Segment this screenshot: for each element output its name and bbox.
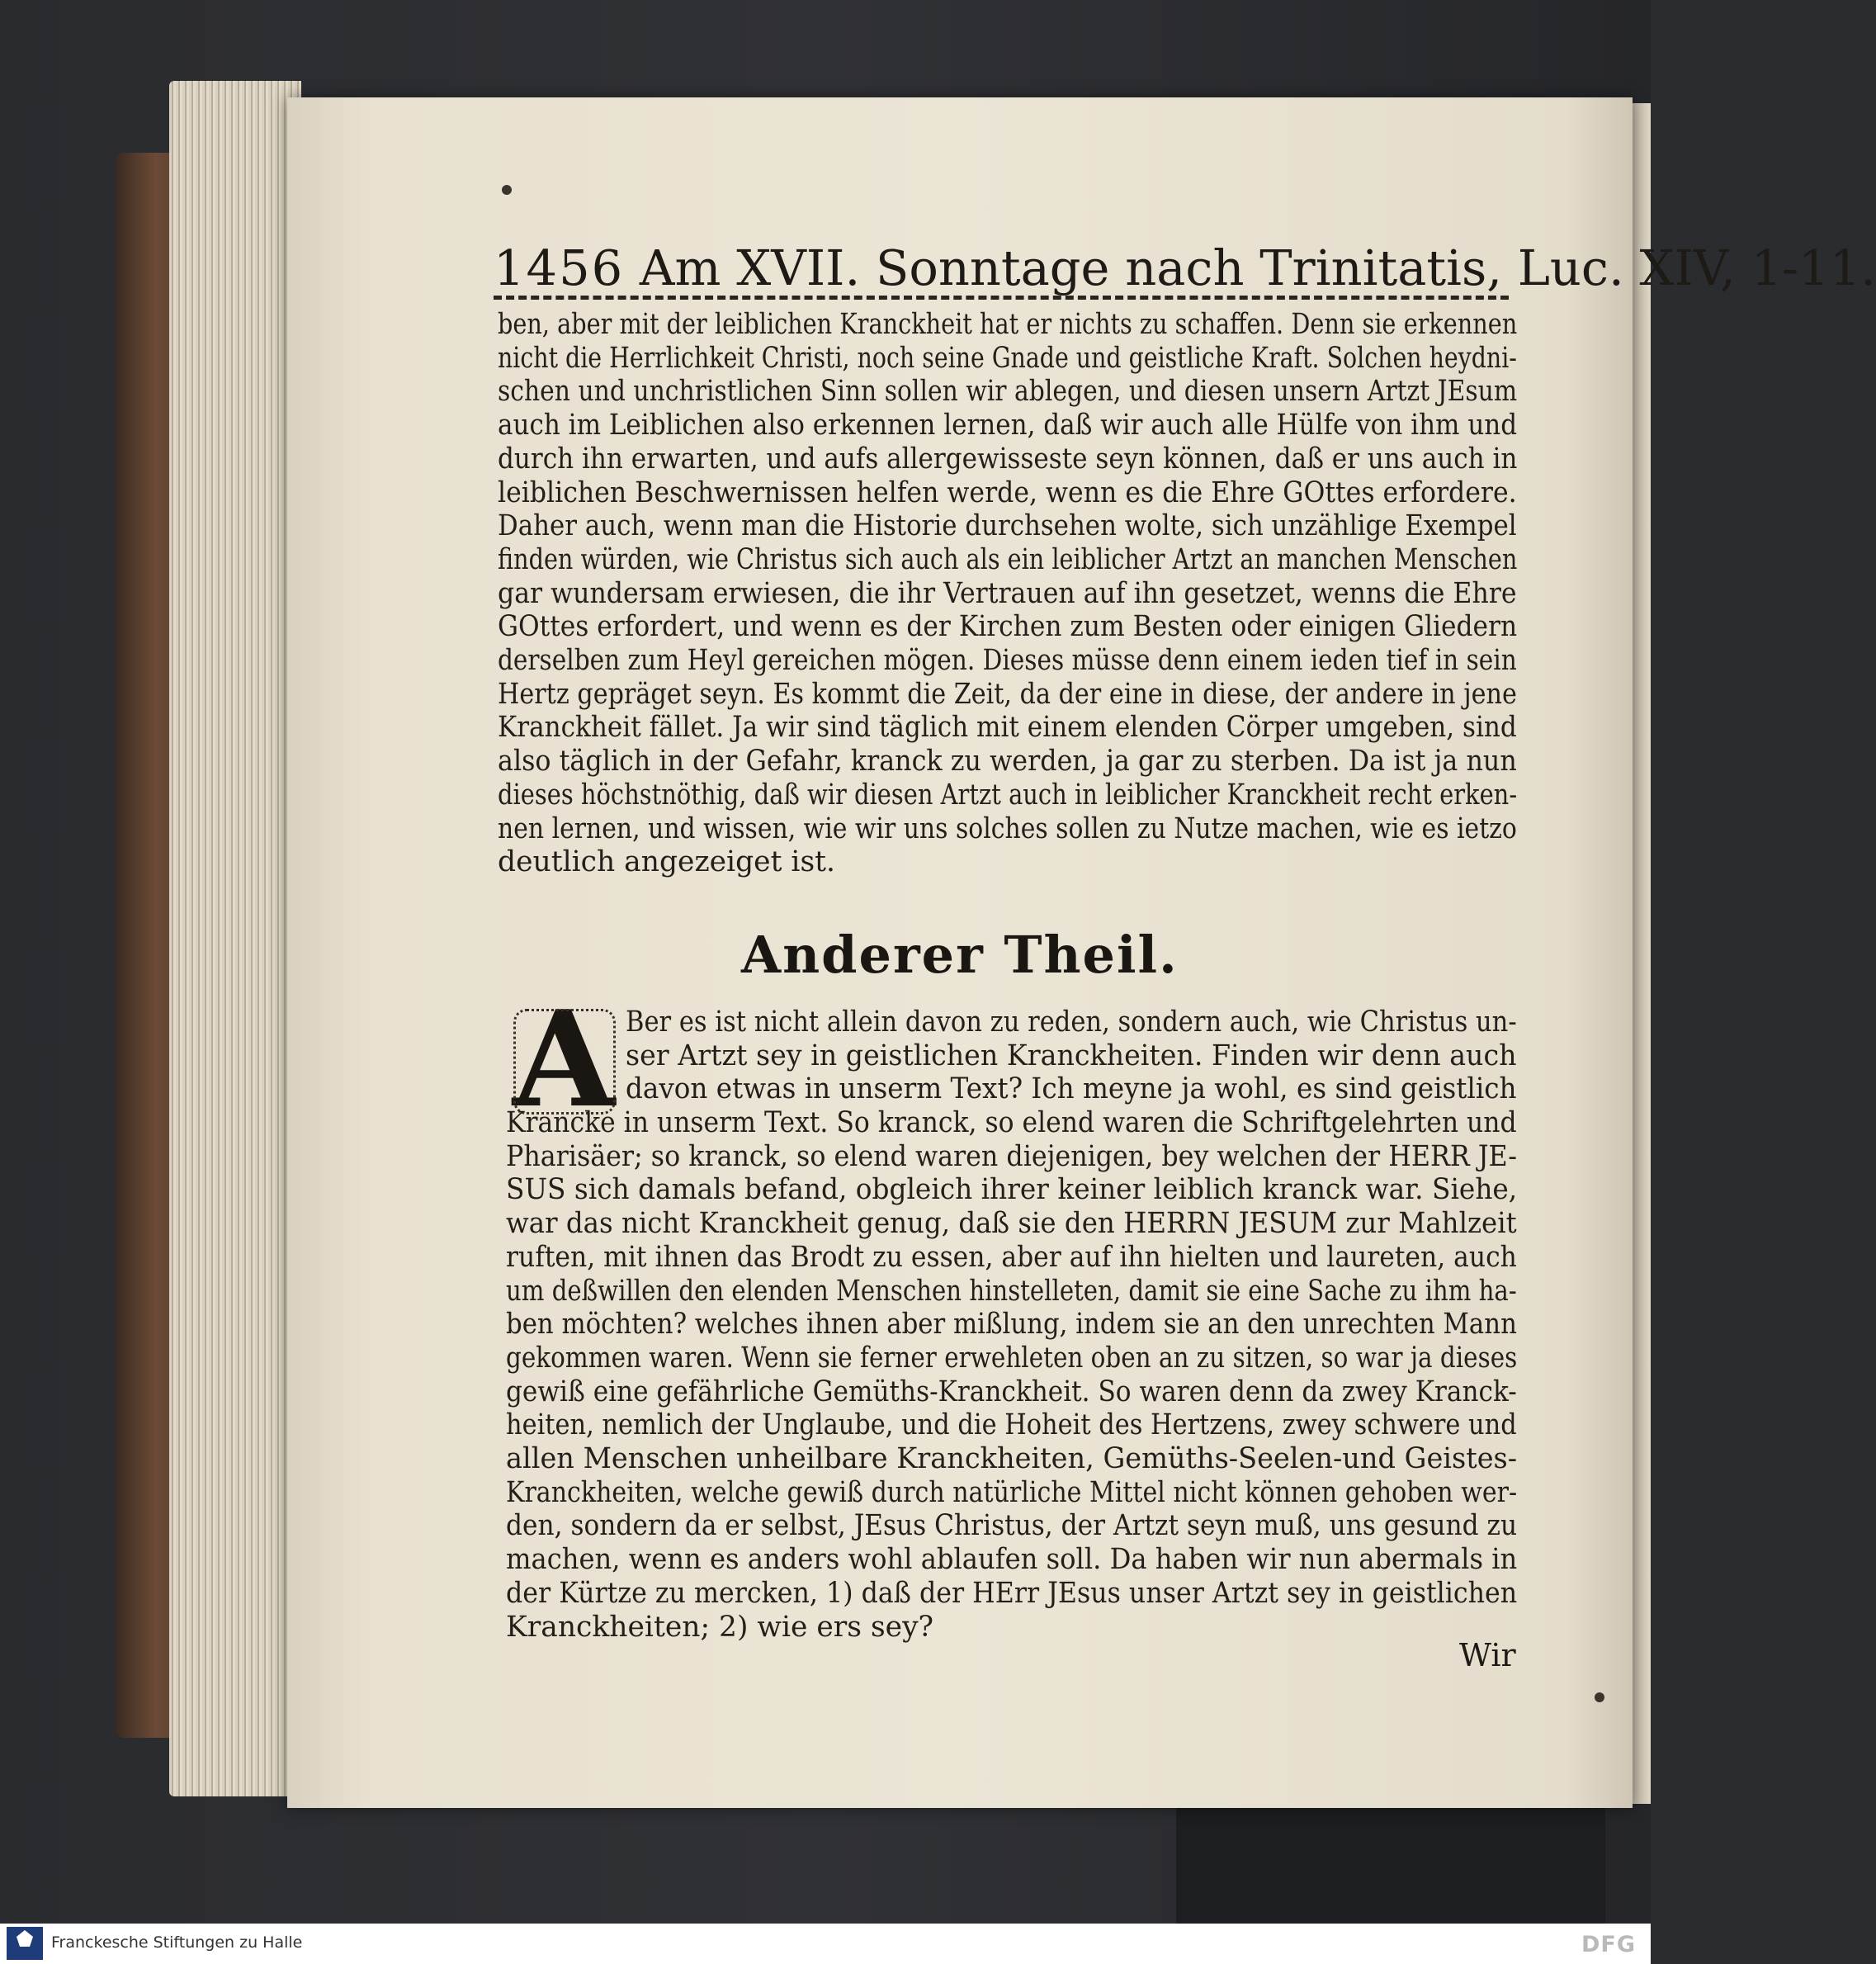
text-line: dieses höchstnöthig, daß wir diesen Artzt auch in leiblicher Kranckheit recht erken- (498, 778, 1518, 812)
institution-name: Franckesche Stiftungen zu Halle (51, 1933, 303, 1952)
text-line: derselben zum Heyl gereichen mögen. Dieses müsse denn einem ieden tief in sein (498, 644, 1517, 678)
text-line: gekommen waren. Wenn sie ferner erwehleten oben an zu sitzen, so war ja dieses (506, 1341, 1518, 1375)
text-line: schen und unchristlichen Sinn sollen wir ablegen, und diesen unsern Artzt JEsum (498, 375, 1518, 409)
paper-speck (502, 185, 512, 195)
page-stack-edges (169, 81, 301, 1796)
text-line: SUS sich damals befand, obgleich ihrer keiner leiblich kranck war. Siehe, (506, 1173, 1518, 1207)
text-line: Kranckheit fället. Ja wir sind täglich mit einem elenden Cörper umgeben, sind (498, 711, 1517, 745)
section-heading: Anderer Theil. (741, 925, 1179, 985)
text-line: den, sondern da er selbst, JEsus Christus, der Artzt seyn muß, uns gesund zu (506, 1509, 1518, 1543)
paragraph-two (506, 1106, 1702, 1644)
running-title: Am XVII. Sonntage nach Trinitatis, Luc. XIV, 1-11. (639, 239, 1876, 296)
text-line: GOttes erfordert, und wenn es der Kirchen zum Besten oder einigen Gliedern (498, 610, 1518, 644)
paragraph-two-indented (626, 1006, 1633, 1106)
catchword: Wir (1459, 1637, 1516, 1673)
text-line: der Kürtze zu mercken, 1) daß der HErr JEsus unser Artzt sey in geistlichen (506, 1576, 1518, 1610)
text-line: deutlich angezeiget ist. (498, 845, 835, 879)
ornamental-drop-cap: A (502, 997, 626, 1125)
text-line: davon etwas in unserm Text? Ich meyne ja wohl, es sind geistlich (626, 1072, 1517, 1106)
text-line: ser Artzt sey in geistlichen Kranckheiten. Finden wir denn auch (626, 1039, 1517, 1072)
text-line: auch im Leiblichen also erkennen lernen, daß wir auch alle Hülfe von ihm und (498, 409, 1518, 442)
text-line: Daher auch, wenn man die Historie durchsehen wolte, sich unzählige Exempel (498, 509, 1517, 543)
text-line: machen, wenn es anders wohl ablaufen soll. Da haben wir nun abermals in (506, 1543, 1518, 1577)
text-line: Krancke in unserm Text. So kranck, so elend waren die Schriftgelehrten und (506, 1106, 1517, 1139)
book-clamp (1176, 1808, 1605, 1924)
text-line: leiblichen Beschwernissen helfen werde, wenn es die Ehre GOttes erfordere. (498, 476, 1517, 509)
paragraph-one (498, 308, 1736, 879)
text-line: heiten, nemlich der Unglaube, und die Hoheit des Hertzens, zwey schwere und (506, 1408, 1517, 1442)
text-line: gewiß eine gefährliche Gemüths-Kranckheit. So waren denn da zwey Kranck- (506, 1375, 1517, 1408)
institution-logo (7, 1927, 43, 1960)
text-line: war das nicht Kranckheit genug, daß sie den HERRN JESUM zur Mahlzeit (506, 1207, 1517, 1241)
text-line: Kranckheiten; 2) wie ers sey? (506, 1610, 934, 1644)
text-line: ruften, mit ihnen das Brodt zu essen, aber auf ihn hielten und laureten, auch (506, 1240, 1517, 1274)
text-line: nen lernen, und wissen, wie wir uns solches sollen zu Nutze machen, wie es ietzo (498, 812, 1517, 845)
text-line: durch ihn erwarten, und aufs allergewisseste seyn können, daß er uns auch in (498, 442, 1518, 476)
text-line: also täglich in der Gefahr, kranck zu werden, ja gar zu sterben. Da ist ja nun (498, 745, 1517, 779)
text-line: ben möchten? welches ihnen aber mißlung, indem sie an den unrechten Mann (506, 1308, 1517, 1342)
text-line: Ber es ist nicht allein davon zu reden, sondern auch, wie Christus un- (626, 1006, 1517, 1039)
text-line: gar wundersam erwiesen, die ihr Vertrauen auf ihn gesetzet, wenns die Ehre (498, 576, 1517, 610)
text-line: Hertz gepräget seyn. Es kommt die Zeit, da der eine in diese, der andere in jene (498, 677, 1517, 711)
viewer-footer (0, 1924, 1651, 1964)
text-line: Kranckheiten, welche gewiß durch natürliche Mittel nicht können gehoben wer- (506, 1475, 1518, 1509)
dfg-logo: DFG (1581, 1932, 1636, 1957)
text-line: finden würden, wie Christus sich auch als ein leiblicher Artzt an manchen Menschen (498, 542, 1518, 576)
paper-speck (1595, 1692, 1604, 1702)
text-line: um deßwillen den elenden Menschen hinstelleten, damit sie eine Sache zu ihm ha- (506, 1274, 1517, 1308)
page-number: 1456 (494, 239, 625, 296)
text-line: ben, aber mit der leiblichen Kranckheit hat er nichts zu schaffen. Denn sie erkennen (498, 308, 1518, 341)
logo-emblem-icon (17, 1930, 33, 1947)
text-line: allen Menschen unheilbare Kranckheiten, Gemüths-Seelen-und Geistes- (506, 1442, 1518, 1476)
text-line: nicht die Herrlichkeit Christi, noch seine Gnade und geistliche Kraft. Solchen heydni- (498, 341, 1517, 375)
text-line: Pharisäer; so kranck, so elend waren diejenigen, bey welchen der HERR JE- (506, 1139, 1517, 1173)
header-rule (494, 296, 1509, 300)
